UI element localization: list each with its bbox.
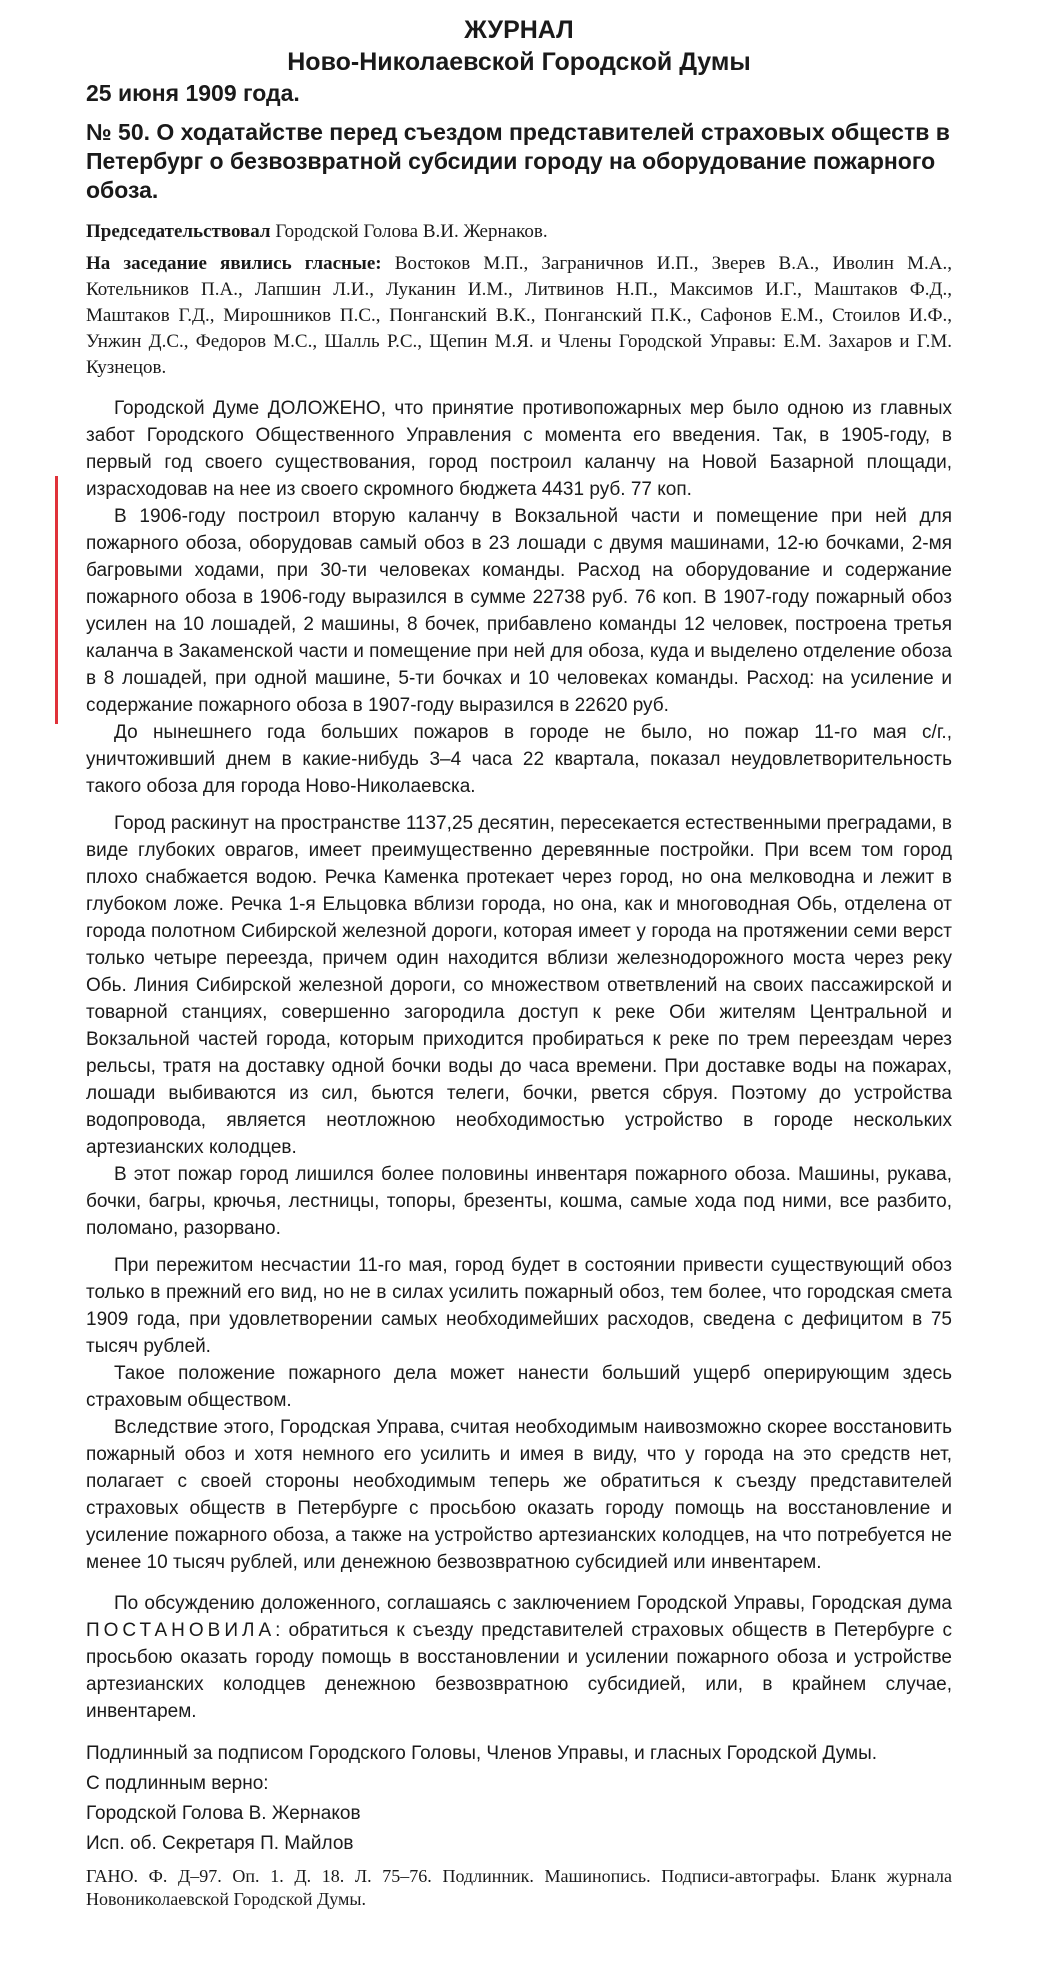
paragraph-5: В этот пожар город лишился более половины инвентаря пожарного обоза. Машины, рукава, бочки, багры, крючья, лестницы, топоры, брезенты, кошма, самые хода под ними, все разбито, поломано, разорвано. [86, 1164, 952, 1239]
paragraph-7: Такое положение пожарного дела может нанести больший ущерб оперирующим здесь страховым обществом. [86, 1363, 952, 1411]
paragraph-6: При пережитом несчастии 11-го мая, город будет в состоянии привести существующий обоз только в прежний его вид, но не в силах усилить пожарный обоз, тем более, что городская смета 1909 года, при удовлетворении самых необходимейших расходов, сведена с дефицитом в 75 тысяч рублей. [86, 1255, 952, 1357]
original-note: Подлинный за подписом Городского Головы, Членов Управы, и гласных Городской Думы. [86, 1743, 878, 1764]
document-title: № 50. О ходатайстве перед съездом представителей страховых обществ в Петербург о безвозвратной субсидии городу на оборудование пожарного обоза. [86, 119, 950, 203]
paragraph-8: Вследствие этого, Городская Управа, считая необходимым наивозможно скорее восстановить пожарный обоз и хотя немного его усилить и имея в виду, что у города на это средств нет, полагает с своей стороны необходимым теперь же обратиться к съезду представителей страховых обществ в Петербурге с просьбою оказать городу помощь на восстановление и усиление пожарного обоза, а также на устройство артезианских колодцев, на что потребуется не менее 10 тысяч рублей, или денежною безвозвратною субсидией или инвентарем. [86, 1417, 952, 1573]
true-copy-note: С подлинным верно: [86, 1773, 269, 1794]
session-date: 25 июня 1909 года. [86, 80, 300, 106]
mayor-signature: Городской Голова В. Жернаков [86, 1803, 361, 1824]
resolution-keyword: ПОСТАНОВИЛА [86, 1620, 276, 1641]
document-body [86, 395, 952, 1725]
duma-heading: Ново-Николаевской Городской Думы [287, 48, 751, 76]
attendees-line [86, 251, 952, 381]
paragraph-3: До нынешнего года больших пожаров в городе не было, но пожар 11-го мая с/г., уничтоживший днем в какие-нибудь 3–4 часа 22 квартала, показал неудовлетворительность такого обоза для города Ново-Николаевска. [86, 722, 952, 797]
secretary-signature: Исп. об. Секретаря П. Майлов [86, 1833, 354, 1854]
resolution-text: : обратиться к съезду представителей страховых обществ в Петербурге с просьбою оказать городу помощь в восстановлении и усилении пожарного обоза и устройстве артезианских колодцев денежною безвозвратною субсидией, или, в крайнем случае, инвентарем. [86, 1620, 952, 1722]
chair-line [86, 219, 952, 245]
chair-text: Городской Голова В.И. Жернаков. [275, 221, 548, 242]
paragraph-9 [86, 1590, 952, 1725]
paragraph-2: В 1906-году построил вторую каланчу в Вокзальной части и помещение при ней для пожарного обоза, оборудовав самый обоз в 23 лошади с двумя машинами, 12-ю бочками, 2-мя багровыми ходами, при 30-ти человеках команды. Расход на оборудование и содержание пожарного обоза в 1906-году выразился в сумме 22738 руб. 76 коп. В 1907-году пожарный обоз усилен на 10 лошадей, 2 машины, 8 бочек, прибавлено команды 12 человек, построена третья каланча в Закаменской части и помещение при ней для обоза, куда и выделено отделение обоза в 8 лошадей, при одной машине, 5-ти бочках и 10 человеках команды. Расход: на усиление и содержание пожарного обоза в 1907-году выразился в 22620 руб. [86, 506, 952, 716]
chair-label: Председательствовал [86, 221, 271, 242]
margin-mark [55, 476, 58, 724]
paragraph-4: Город раскинут на пространстве 1137,25 десятин, пересекается естественными преградами, в виде глубоких оврагов, имеет преимущественно деревянные постройки. При всем том город плохо снабжается водою. Речка Каменка протекает через город, но она мелководна и лежит в глубоком ложе. Речка 1-я Ельцовка вблизи города, но она, как и многоводная Обь, отделена от города полотном Сибирской железной дороги, которая имеет у города на протяжении семи верст только четыре переезда, причем один находится вблизи железнодорожного моста через реку Обь. Линия Сибирской железной дороги, со множеством ответвлений на своих пассажирской и товарной станциях, совершенно загородила доступ к реке Оби жителям Центральной и Вокзальной частей города, которым приходится пробираться к реке по трем переездам через рельсы, тратя на доставку одной бочки воды до часа времени. При доставке воды на пожарах, лошади выбиваются из сил, бьются телеги, бочки, рвется сбруя. Поэтому до устройства водопровода, является неотложною необходимостью устройство в городе нескольких артезианских колодцев. [86, 813, 952, 1158]
archive-source: ГАНО. Ф. Д–97. Оп. 1. Д. 18. Л. 75–76. Подлинник. Машинопись. Подписи-автографы. Бланк журнала Новониколаевской Городской Думы. [86, 1866, 952, 1909]
attendees-text: Востоков М.П., Заграничнов И.П., Зверев В.А., Иволин М.А., Котельников П.А., Лапшин Л.И., Луканин И.М., Литвинов Н.П., Максимов И.Г., Маштаков Ф.Д., Маштаков Г.Д., Мирошников П.С., Понганский В.К., Понганский П.К., Сафонов Е.М., Стоилов И.Ф., Унжин Д.С., Федоров М.С., Шалль Р.С., Щепин М.Я. и Члены Городской Управы: Е.М. Захаров и Г.М. Кузнецов. [86, 253, 953, 378]
closing-block [86, 1739, 952, 1911]
resolution-intro: По обсуждению доложенного, соглашаясь с заключением Городской Управы, Городская дума [114, 1593, 952, 1614]
journal-heading: ЖУРНАЛ [464, 16, 574, 44]
paragraph-1: Городской Думе ДОЛОЖЕНО, что принятие противопожарных мер было одною из главных забот Городского Общественного Управления с момента его введения. Так, в 1905-году, в первый год своего существования, город построил каланчу на Новой Базарной площади, израсходовав на нее из своего скромного бюджета 4431 руб. 77 коп. [86, 398, 952, 500]
document-page [86, 14, 952, 1911]
attendees-label: На заседание явились гласные: [86, 253, 382, 274]
